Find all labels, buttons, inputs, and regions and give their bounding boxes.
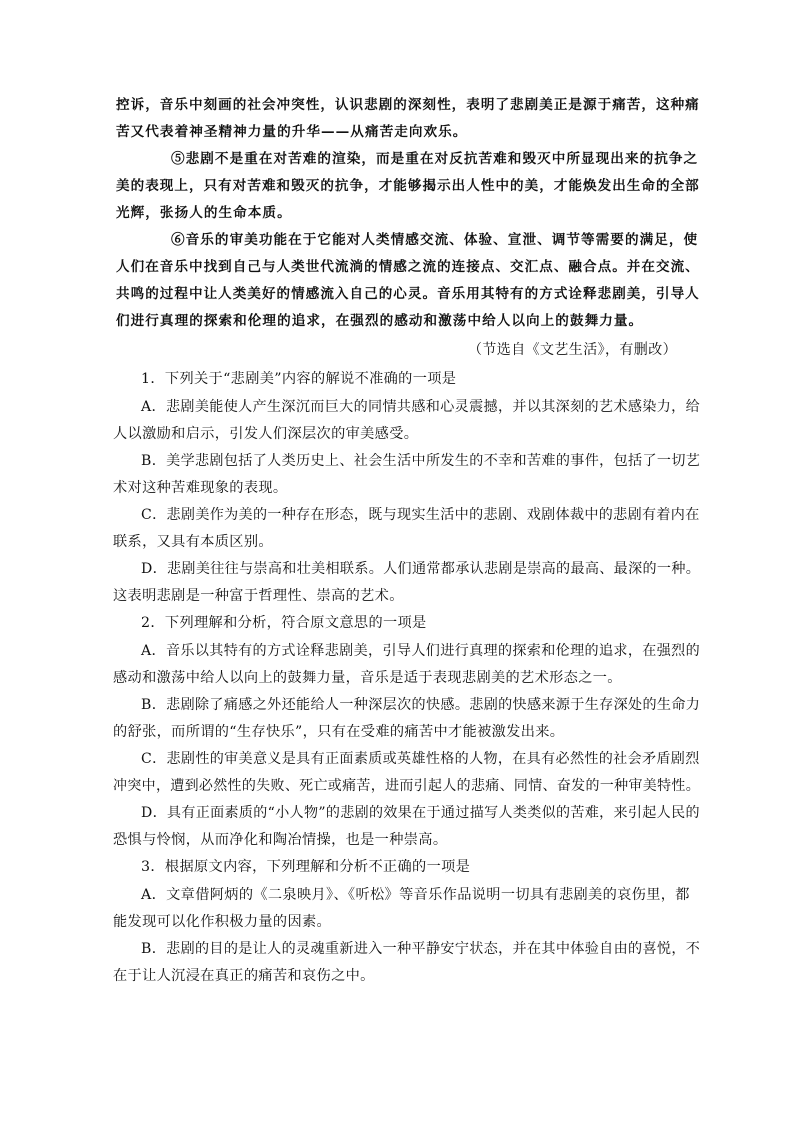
option-line: D．具有正面素质的“小人物”的悲剧的效果在于通过描写人类类似的苦难，来引起人民的 — [141, 805, 700, 821]
question-stem: 1．下列关于“悲剧美”内容的解说不准确的一项是 — [141, 371, 457, 387]
question-stem: 2．下列理解和分析，符合原文意思的一项是 — [141, 615, 427, 631]
option-line: 能发现可以化作积极力量的因素。 — [113, 914, 332, 930]
passage-line: 人们在音乐中找到自己与人类世代流淌的情感之流的连接点、交汇点、融合点。并在交流、 — [116, 259, 700, 275]
option-line: C．悲剧性的审美意义是具有正面素质或英雄性格的人物，在具有必然性的社会矛盾剧烈 — [141, 751, 700, 767]
option-line: 在于让人沉浸在真正的痛苦和哀伤之中。 — [113, 968, 375, 984]
passage-line: 苦又代表着神圣精神力量的升华——从痛苦走向欢乐。 — [116, 124, 468, 140]
option-line: 术对这种苦难现象的表现。 — [113, 480, 288, 496]
option-line: 这表明悲剧是一种富于哲理性、崇高的艺术。 — [113, 588, 404, 604]
option-line: 的舒张，而所谓的“生存快乐”，只有在受难的痛苦中才能被激发出来。 — [113, 724, 565, 740]
passage-line: 光辉，张扬人的生命本质。 — [116, 205, 292, 221]
question-stem: 3．根据原文内容，下列理解和分析不正确的一项是 — [141, 859, 471, 875]
option-line: A．悲剧美能使人产生深沉而巨大的同情共感和心灵震撼，并以其深刻的艺术感染力，给 — [141, 399, 701, 415]
passage-line: 美的表现上，只有对苦难和毁灭的抗争，才能够揭示出人性中的美，才能焕发出生命的全部 — [116, 178, 700, 194]
option-line: D．悲剧美往往与崇高和壮美相联系。人们通常都承认悲剧是崇高的最高、最深的一种。 — [141, 561, 701, 577]
passage-line: 们进行真理的探索和伦理的追求，在强烈的感动和激荡中给人以向上的鼓舞力量。 — [116, 313, 644, 329]
option-line: 联系，又具有本质区别。 — [113, 534, 273, 550]
option-line: 感动和激荡中给人以向上的鼓舞力量，音乐是适于表现悲剧美的艺术形态之一。 — [113, 670, 622, 686]
option-line: 恐惧与怜悯，从而净化和陶冶情操，也是一种崇高。 — [113, 832, 448, 848]
option-line: C．悲剧美作为美的一种存在形态，既与现实生活中的悲剧、戏剧体裁中的悲剧有着内在 — [141, 507, 700, 523]
passage-line: 控诉，音乐中刻画的社会冲突性，认识悲剧的深刻性，表明了悲剧美正是源于痛苦，这种痛 — [116, 97, 700, 113]
passage-line: 共鸣的过程中让人类美好的情感流入自己的心灵。音乐用其特有的方式诠释悲剧美，引导人 — [116, 286, 700, 302]
passage-line: ⑤悲剧不是重在对苦难的渲染，而是重在对反抗苦难和毁灭中所显现出来的抗争之 — [171, 151, 699, 167]
source-attribution: （节选自《文艺生活》，有删改） — [468, 342, 677, 358]
option-line: 人以激励和启示，引发人们深层次的审美感受。 — [113, 426, 419, 442]
option-line: B．悲剧除了痛感之外还能给人一种深层次的快感。悲剧的快感来源于生存深处的生命力 — [141, 697, 701, 713]
option-line: A．文章借阿炳的《二泉映月》、《听松》等音乐作品说明一切具有悲剧美的哀伤里，都 — [141, 887, 690, 903]
option-line: B．悲剧的目的是让人的灵魂重新进入一种平静安宁状态，并在其中体验自由的喜悦，不 — [141, 941, 701, 957]
option-line: B．美学悲剧包括了人类历史上、社会生活中所发生的不幸和苦难的事件，包括了一切艺 — [141, 453, 701, 469]
option-line: 冲突中，遭到必然性的失败、死亡或痛苦，进而引起人的悲痛、同情、奋发的一种审美特性。 — [113, 778, 701, 794]
option-line: A．音乐以其特有的方式诠释悲剧美，引导人们进行真理的探索和伦理的追求，在强烈的 — [141, 643, 701, 659]
passage-line: ⑥音乐的审美功能在于它能对人类情感交流、体验、宣泄、调节等需要的满足，使 — [171, 232, 699, 248]
